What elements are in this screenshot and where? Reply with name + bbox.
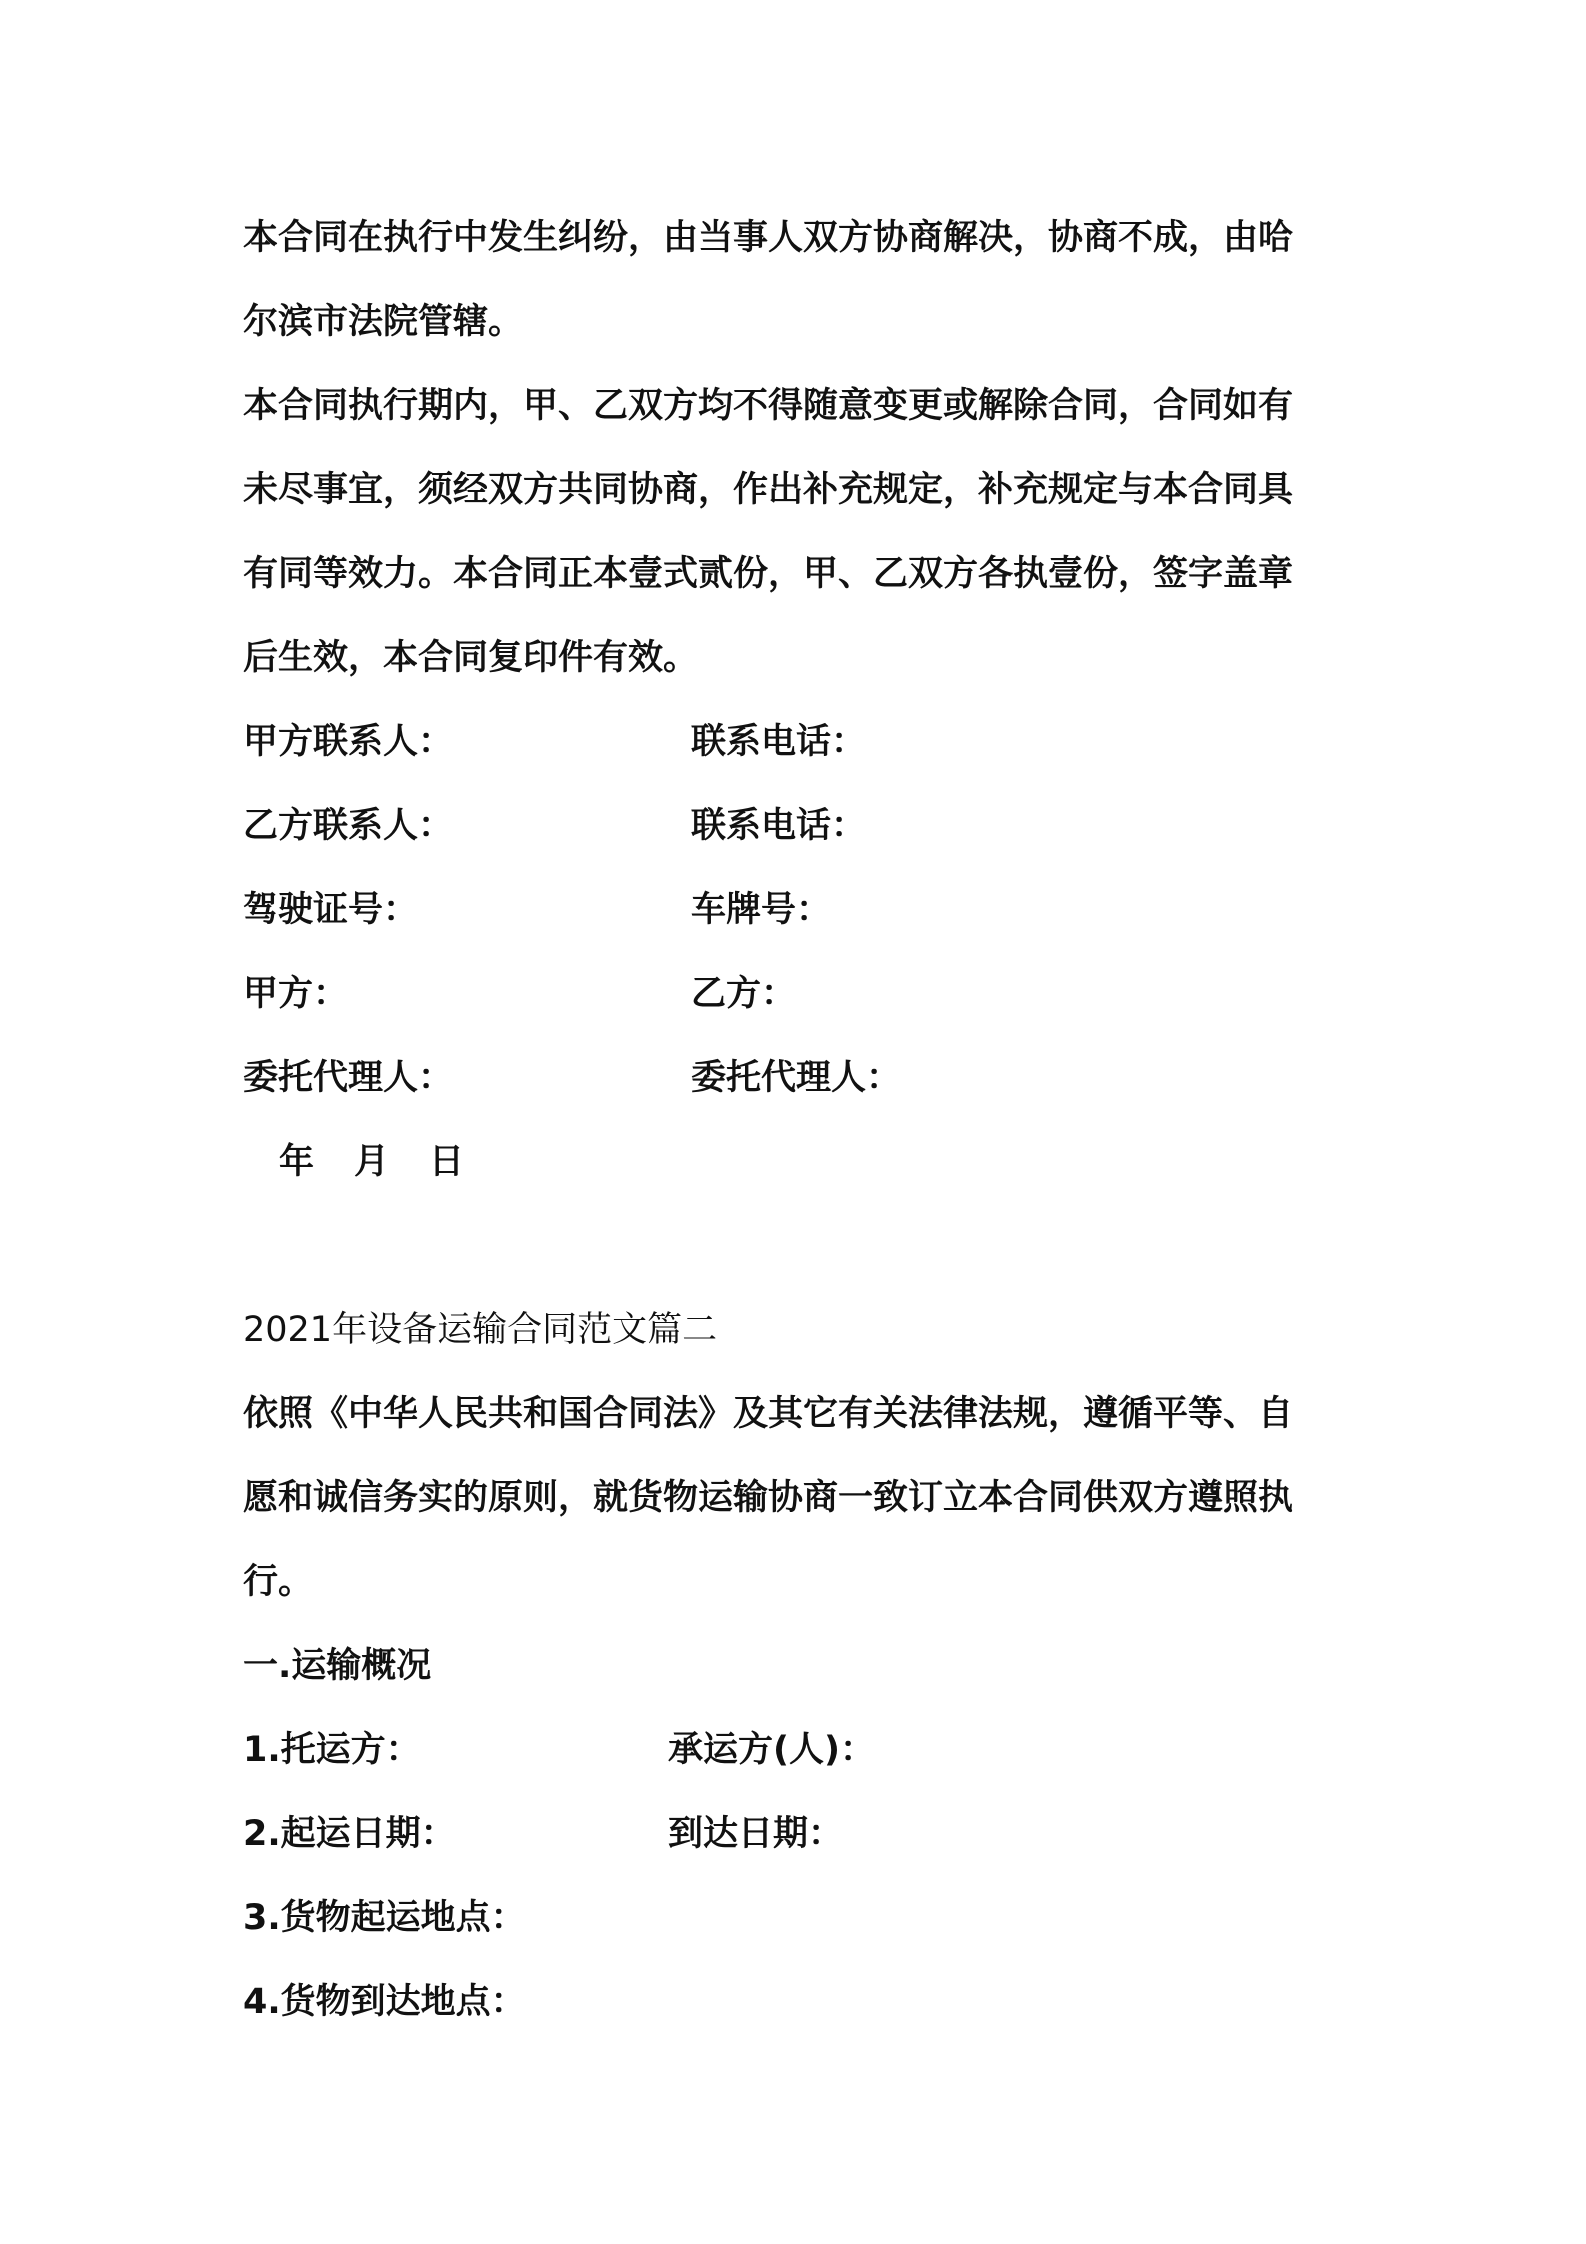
field-row-party-b-contact [243, 784, 1355, 868]
dispute-clause-line-1: 本合同在执行中发生纠纷，由当事人双方协商解决，协商不成，由哈 [243, 218, 1294, 258]
field-row-license [243, 868, 1355, 952]
party-a-phone-label: 联系电话： [691, 722, 867, 762]
origin-location-label: 3.货物起运地点： [243, 1898, 526, 1938]
date-month: 月 [354, 1142, 390, 1182]
validity-clause-line-1: 本合同执行期内，甲、乙双方均不得随意变更或解除合同，合同如有 [243, 386, 1294, 426]
intro-line-3: 行。 [243, 1562, 314, 1602]
intro-line-2: 愿和诚信务实的原则，就货物运输协商一致订立本合同供双方遵照执 [243, 1478, 1294, 1518]
field-row-party-a-contact [243, 700, 1355, 784]
section-spacer [243, 1204, 1355, 1288]
party-b-agent-label: 委托代理人： [691, 1058, 902, 1098]
date-year: 年 [279, 1142, 315, 1182]
party-a-agent-label: 委托代理人： [243, 1058, 454, 1098]
signing-date [243, 1120, 1355, 1204]
arrival-date-label: 到达日期： [668, 1814, 844, 1854]
party-b-phone-label: 联系电话： [691, 806, 867, 846]
shipper-label: 1.托运方： [243, 1730, 421, 1770]
departure-date-label: 2.起运日期： [243, 1814, 456, 1854]
destination-location-label: 4.货物到达地点： [243, 1982, 526, 2022]
validity-clause-line-4: 后生效，本合同复印件有效。 [243, 638, 699, 678]
date-day: 日 [429, 1142, 465, 1182]
transport-overview-heading: 一.运输概况 [243, 1646, 432, 1686]
validity-clause-line-3: 有同等效力。本合同正本壹式贰份，甲、乙双方各执壹份，签字盖章 [243, 554, 1294, 594]
field-row-parties [243, 952, 1355, 1036]
party-a-contact-label: 甲方联系人： [243, 722, 454, 762]
intro-line-1: 依照《中华人民共和国合同法》及其它有关法律法规，遵循平等、自 [243, 1394, 1294, 1434]
field-row-agents [243, 1036, 1355, 1120]
dispute-clause-line-2: 尔滨市法院管辖。 [243, 302, 524, 342]
field-row-dates [243, 1792, 1355, 1876]
validity-clause-line-2: 未尽事宜，须经双方共同协商，作出补充规定，补充规定与本合同具 [243, 470, 1294, 510]
field-row-shipper [243, 1708, 1355, 1792]
driver-license-label: 驾驶证号： [243, 890, 419, 930]
plate-number-label: 车牌号： [691, 890, 832, 930]
carrier-label: 承运方(人)： [668, 1730, 875, 1770]
party-b-contact-label: 乙方联系人： [243, 806, 454, 846]
party-a-label: 甲方： [243, 974, 349, 1014]
document-body [243, 196, 1355, 2044]
section-heading: 2021年设备运输合同范文篇二 [243, 1310, 718, 1350]
party-b-label: 乙方： [691, 974, 797, 1014]
